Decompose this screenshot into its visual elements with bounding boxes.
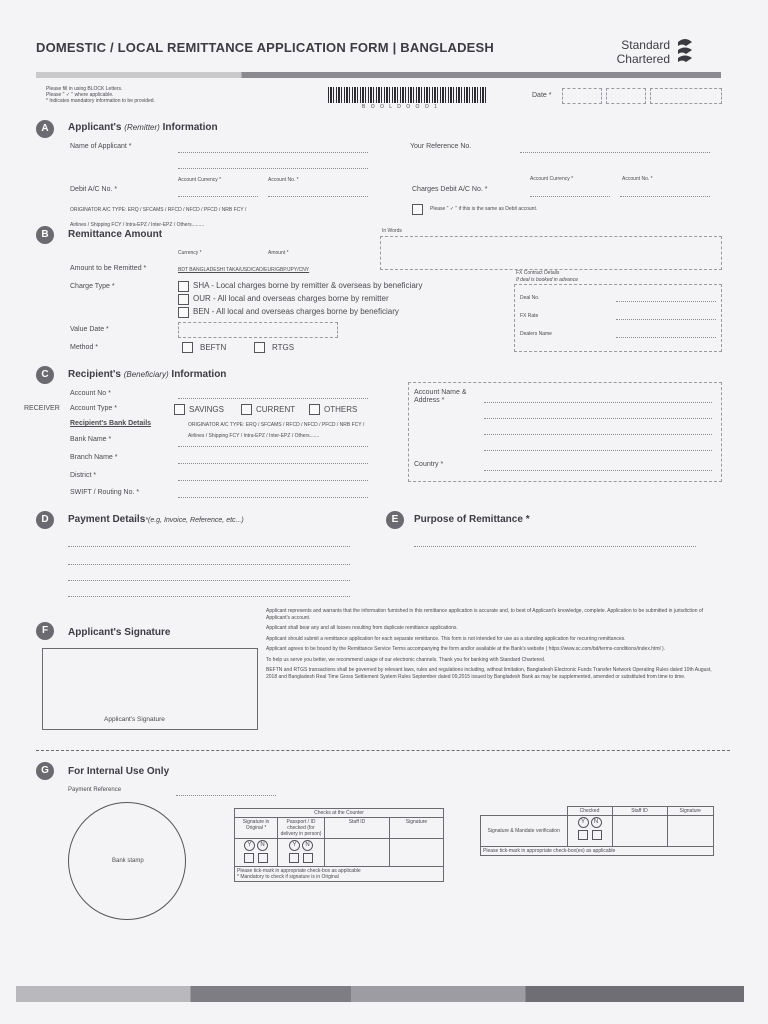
account-name-field-1[interactable] bbox=[484, 402, 712, 403]
payment-details-line-1[interactable] bbox=[68, 546, 350, 547]
branch-name-label: Branch Name * bbox=[70, 454, 118, 461]
bank-name-field[interactable] bbox=[178, 446, 368, 447]
verify-signature-cell[interactable] bbox=[667, 816, 714, 847]
charges-debit-label: Charges Debit A/C No. * bbox=[412, 186, 488, 193]
section-g-title: For Internal Use Only bbox=[68, 766, 170, 777]
sig-original-yn: Y N bbox=[235, 839, 278, 867]
method-label: Method * bbox=[70, 344, 99, 351]
header-rule bbox=[36, 72, 721, 78]
payment-details-line-4[interactable] bbox=[68, 596, 350, 597]
account-type-others-label: OTHERS bbox=[324, 405, 358, 414]
counter-checks-table bbox=[234, 808, 444, 882]
internal-use-separator bbox=[36, 750, 730, 751]
branch-name-field[interactable] bbox=[178, 463, 368, 464]
name-of-applicant-label: Name of Applicant * bbox=[70, 143, 132, 150]
term-2: Applicant shall bear any and all losses resulting from duplicate remittance applications. bbox=[266, 625, 458, 631]
col-staff-id: Staff ID bbox=[325, 818, 390, 839]
originator-type-a-2: Airlines / Shipping FCY / Intra-EPZ / Inter-EPZ / Others......... bbox=[70, 222, 205, 228]
account-no-label: Account No. * bbox=[268, 177, 299, 183]
account-type-current-checkbox[interactable] bbox=[241, 404, 252, 415]
charges-account-label: Account No. * bbox=[622, 176, 653, 182]
section-b-badge: B bbox=[36, 226, 54, 244]
bank-stamp-label: Bank stamp bbox=[112, 858, 144, 864]
verify-note: Please tick-mark in appropriate check-box(es) as applicable bbox=[481, 847, 714, 856]
section-a-badge: A bbox=[36, 120, 54, 138]
same-as-debit-label: Please " ✓ " if this is the same as Debit account. bbox=[430, 206, 538, 212]
account-currency-label: Account Currency * bbox=[178, 177, 222, 183]
charges-currency-label: Account Currency * bbox=[530, 176, 574, 182]
payment-reference-label: Payment Reference bbox=[68, 787, 122, 793]
fx-subtitle: If deal is booked in advance bbox=[516, 277, 578, 283]
verify-staff-cell[interactable] bbox=[612, 816, 667, 847]
method-beftn-checkbox[interactable] bbox=[182, 342, 193, 353]
currency-label: Currency * bbox=[178, 250, 202, 256]
originator-type-c: ORIGINATOR A/C TYPE: ERQ / SFCAMS / RFCD / NFCD / PFCD / NRB FCY / bbox=[188, 422, 365, 428]
account-name-field-2[interactable] bbox=[484, 418, 712, 419]
payment-details-line-3[interactable] bbox=[68, 580, 350, 581]
counter-checks-title: Checks at the Counter bbox=[235, 809, 444, 818]
term-6: BEFTN and RTGS transactions shall be governed by relevant laws, rules and regulations including, without limitation, Bangladesh Electronic Funds Transfer Network Operating Rules dated 10th August, 2018 and Bangladesh Real Time Gross Settlement System Rules September dated 09,2015 issued by Bangladesh Bank as may be supplemented, amended or substituted from time to time. bbox=[266, 667, 712, 680]
col-signature: Signature bbox=[390, 818, 444, 839]
section-a-title: Applicant's (Remitter) Information bbox=[68, 122, 218, 133]
account-type-savings-label: SAVINGS bbox=[189, 405, 224, 414]
bank-name-label: Bank Name * bbox=[70, 436, 112, 443]
barcode-text: B O O L D O O O 1 bbox=[362, 104, 439, 110]
passport-yn: Y N bbox=[278, 839, 325, 867]
form-title: DOMESTIC / LOCAL REMITTANCE APPLICATION FORM | BANGLADESH bbox=[36, 40, 494, 55]
charge-ben-checkbox[interactable] bbox=[178, 307, 189, 318]
account-name-field-4[interactable] bbox=[484, 450, 712, 451]
signature-caption: Applicant's Signature bbox=[104, 716, 165, 723]
debit-account-field[interactable] bbox=[268, 196, 368, 197]
same-as-debit-checkbox[interactable] bbox=[412, 204, 423, 215]
col-passport-checked: Passport / ID checked (for delivery in person) bbox=[278, 818, 325, 839]
signature-cell[interactable] bbox=[390, 839, 444, 867]
fx-rate-field[interactable] bbox=[616, 319, 716, 320]
col-checked: Checked bbox=[567, 807, 612, 816]
currency-options: BDT BANGLADESHI TAKA/USD/CAD/EUR/GBP/JPY/CNY bbox=[178, 267, 310, 273]
section-c-title: Recipient's (Beneficiary) Information bbox=[68, 369, 227, 380]
section-f-badge: F bbox=[36, 622, 54, 640]
section-e-badge: E bbox=[386, 511, 404, 529]
sig-original-yes-checkbox[interactable] bbox=[244, 853, 254, 863]
recipient-account-label: Account No * bbox=[70, 390, 111, 397]
verify-yes-checkbox[interactable] bbox=[578, 830, 588, 840]
method-rtgs-checkbox[interactable] bbox=[254, 342, 265, 353]
section-d-title: Payment Details*(e.g, Invoice, Reference, etc...) bbox=[68, 514, 244, 525]
swift-label: SWIFT / Routing No. * bbox=[70, 489, 140, 496]
account-type-current-label: CURRENT bbox=[256, 405, 296, 414]
col-signature-original: Signature in Original * bbox=[235, 818, 278, 839]
payment-details-line-2[interactable] bbox=[68, 564, 350, 565]
receiver-label: RECEIVER bbox=[24, 405, 60, 412]
fx-title: FX Contract Details bbox=[516, 270, 560, 276]
bank-details-label: Recipient's Bank Details bbox=[70, 420, 152, 427]
amount-remitted-label: Amount to be Remitted * bbox=[70, 265, 147, 272]
account-name-address-label: Account Name & Address * bbox=[414, 389, 467, 404]
originator-type-a: ORIGINATOR A/C TYPE: ERQ / SFCAMS / RFCD / NFCD / PFCD / NRB FCY / bbox=[70, 207, 247, 213]
district-label: District * bbox=[70, 472, 97, 479]
col-verify-signature: Signature bbox=[667, 807, 714, 816]
terms-block bbox=[266, 608, 720, 680]
fx-deal-field[interactable] bbox=[616, 301, 716, 302]
counter-notes: Please tick-mark in appropriate check-box as applicable * Mandatory to check if signature is in Original bbox=[235, 867, 444, 882]
sig-original-no-checkbox[interactable] bbox=[258, 853, 268, 863]
method-rtgs-label: RTGS bbox=[272, 343, 295, 352]
account-type-others-checkbox[interactable] bbox=[309, 404, 320, 415]
your-reference-field[interactable] bbox=[520, 152, 710, 153]
section-e-title: Purpose of Remittance * bbox=[414, 514, 530, 525]
col-staff-d: Staff ID bbox=[612, 807, 667, 816]
instructions: Please fill in using BLOCK Letters. Please " ✓ " where applicable. * Indicates mandatory information to be provided. bbox=[46, 86, 155, 104]
amount-in-words-field[interactable] bbox=[380, 236, 722, 270]
term-5: To help us serve you better, we recommend usage of our electronic channels. Thank you for banking with Standard Chartered. bbox=[266, 656, 546, 663]
name-of-applicant-field-2[interactable] bbox=[178, 168, 368, 169]
section-b-title: Remittance Amount bbox=[68, 229, 163, 240]
date-label: Date * bbox=[532, 92, 552, 99]
recipient-account-field[interactable] bbox=[178, 398, 368, 399]
logo-line1: Standard bbox=[621, 38, 670, 52]
verify-row-label: Signature & Mandate verification bbox=[481, 816, 568, 847]
fx-deal-label: Deal No. bbox=[520, 295, 540, 301]
your-reference-label: Your Reference No. bbox=[410, 143, 472, 150]
logo-line2: Chartered bbox=[616, 52, 670, 66]
account-name-field-3[interactable] bbox=[484, 434, 712, 435]
verify-no-checkbox[interactable] bbox=[592, 830, 602, 840]
term-1: Applicant represents and warrants that the information furnished in this remittance application is accurate and, to best of Applicant's knowledge, complete. Application to be submitted in jurisdiction of Applicant's account. bbox=[266, 608, 704, 621]
standard-chartered-logo bbox=[598, 36, 708, 70]
barcode bbox=[328, 87, 488, 103]
term-3: Applicant should submit a remittance application for each separate remittance. This form is not intended for use as a standing application for recurring remittances. bbox=[266, 635, 626, 642]
value-date-label: Value Date * bbox=[70, 326, 109, 333]
passport-yes-checkbox[interactable] bbox=[289, 853, 299, 863]
footer-bar bbox=[16, 986, 744, 1002]
staff-id-cell[interactable] bbox=[325, 839, 390, 867]
name-of-applicant-field[interactable] bbox=[178, 152, 368, 153]
country-label: Country * bbox=[414, 461, 444, 468]
charge-sha-label: SHA - Local charges borne by remitter & overseas by beneficiary bbox=[193, 281, 423, 290]
date-day-field[interactable] bbox=[562, 88, 602, 104]
verification-table bbox=[480, 806, 714, 856]
value-date-field[interactable] bbox=[178, 322, 338, 338]
payment-reference-field[interactable] bbox=[176, 795, 276, 796]
charges-account-field[interactable] bbox=[620, 196, 710, 197]
account-type-savings-checkbox[interactable] bbox=[174, 404, 185, 415]
charge-ben-label: BEN - All local and overseas charges borne by beneficiary bbox=[193, 307, 399, 316]
country-field[interactable] bbox=[484, 470, 712, 471]
verify-checked-yn: Y N bbox=[567, 816, 612, 847]
fx-rate-label: FX Rate bbox=[520, 313, 539, 319]
swift-field[interactable] bbox=[178, 497, 368, 498]
in-words-label: In Words bbox=[382, 228, 402, 234]
charge-type-label: Charge Type * bbox=[70, 283, 115, 290]
debit-currency-field[interactable] bbox=[178, 196, 258, 197]
date-year-field[interactable] bbox=[650, 88, 722, 104]
section-d-badge: D bbox=[36, 511, 54, 529]
charge-our-label: OUR - All local and overseas charges borne by remitter bbox=[193, 294, 389, 303]
method-beftn-label: BEFTN bbox=[200, 343, 227, 352]
purpose-line-1[interactable] bbox=[414, 546, 696, 547]
district-field[interactable] bbox=[178, 480, 368, 481]
account-type-label: Account Type * bbox=[70, 405, 117, 412]
fx-contract-box bbox=[514, 284, 722, 352]
charges-currency-field[interactable] bbox=[530, 196, 610, 197]
originator-type-c-2: Airlines / Shipping FCY / Intra-EPZ / Inter-EPZ / Others....... bbox=[188, 433, 320, 439]
section-c-badge: C bbox=[36, 366, 54, 384]
section-g-badge: G bbox=[36, 762, 54, 780]
passport-no-checkbox[interactable] bbox=[303, 853, 313, 863]
term-4: Applicant agrees to be bound by the Remittance Service Terms accompanying the form and/or available at the Bank's website ( https://www.sc.com/bd/terms-conditions/index.html ). bbox=[266, 646, 666, 652]
debit-ac-label: Debit A/C No. * bbox=[70, 186, 118, 193]
date-month-field[interactable] bbox=[606, 88, 646, 104]
fx-dealer-field[interactable] bbox=[616, 337, 716, 338]
amount-label: Amount * bbox=[268, 250, 289, 256]
charge-our-checkbox[interactable] bbox=[178, 294, 189, 305]
fx-dealer-label: Dealers Name bbox=[520, 331, 552, 337]
logo-mark-icon bbox=[674, 36, 696, 68]
charge-sha-checkbox[interactable] bbox=[178, 281, 189, 292]
section-f-title: Applicant's Signature bbox=[68, 627, 171, 638]
